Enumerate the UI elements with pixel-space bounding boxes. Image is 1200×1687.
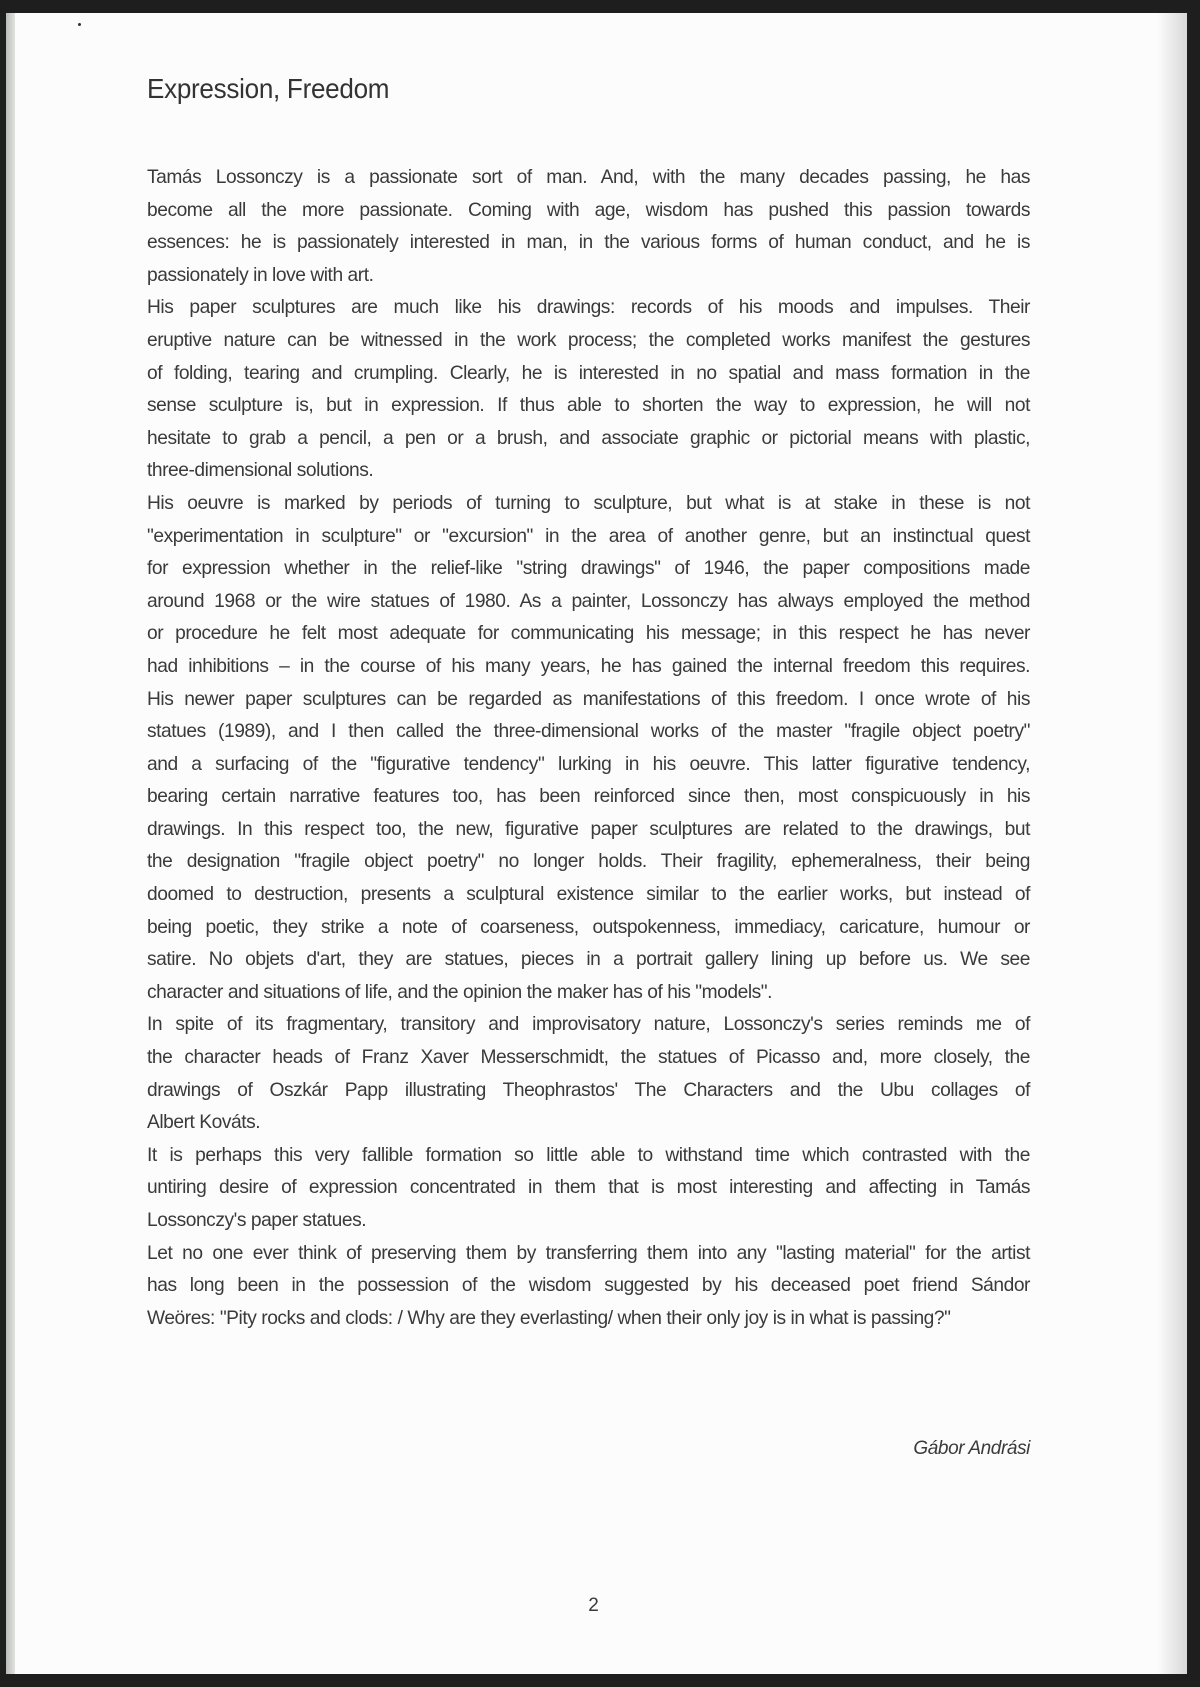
text-line: the designation "fragile object poetry" no longer holds. Their fragility, ephemeralness, their being (147, 851, 1030, 873)
text-line: drawings of Oszkár Papp illustrating Theophrastos' The Characters and the Ubu collages of (147, 1079, 1030, 1101)
text-line: Lossonczy's paper statues. (147, 1210, 367, 1231)
text-line: hesitate to grab a pencil, a pen or a brush, and associate graphic or pictorial means with plastic, (147, 427, 1030, 449)
text-line: It is perhaps this very fallible formation so little able to withstand time which contrasted with the (147, 1144, 1030, 1166)
text-line: become all the more passionate. Coming with age, wisdom has pushed this passion towards (147, 199, 1030, 221)
dust-speck (78, 23, 81, 26)
text-line: three-dimensional solutions. (147, 460, 374, 482)
text-line: passionately in love with art. (147, 264, 374, 286)
text-line: Let no one ever think of preserving them by transferring them into any "lasting material" for the artist (147, 1242, 1030, 1264)
text-line: essences: he is passionately interested in man, in the various forms of human conduct, and he is (147, 232, 1030, 254)
text-line: has long been in the possession of the wisdom suggested by his deceased poet friend Sándor (147, 1275, 1030, 1297)
text-line: His newer paper sculptures can be regarded as manifestations of this freedom. I once wrote of his (147, 688, 1030, 710)
paragraph (147, 488, 1030, 1010)
page-title: Expression, Freedom (147, 73, 390, 104)
text-line: being poetic, they strike a note of coarseness, outspokenness, immediacy, caricature, humour or (147, 916, 1030, 938)
text-line: drawings. In this respect too, the new, figurative paper sculptures are related to the drawings, but (147, 818, 1030, 840)
text-line: satire. No objets d'art, they are statues, pieces in a portrait gallery lining up before us. We see (147, 949, 1030, 971)
paragraph (147, 1140, 1030, 1238)
text-line: Albert Kováts. (147, 1112, 261, 1134)
article-body (147, 162, 1030, 1335)
text-line: eruptive nature can be witnessed in the work process; the completed works manifest the gestures (147, 329, 1030, 351)
text-line: His oeuvre is marked by periods of turning to sculpture, but what is at stake in these is not (147, 492, 1030, 514)
text-line: Weöres: "Pity rocks and clods: / Why are they everlasting/ when their only joy is in what is passing?" (147, 1307, 951, 1329)
text-line: In spite of its fragmentary, transitory and improvisatory nature, Lossonczy's series reminds me of (147, 1014, 1030, 1036)
document-page (6, 13, 1187, 1674)
text-line: and a surfacing of the "figurative tendency" lurking in his oeuvre. This latter figurative tendency, (147, 753, 1030, 775)
page-number: 2 (588, 1595, 599, 1616)
text-line: or procedure he felt most adequate for communicating his message; in this respect he has never (147, 623, 1030, 645)
text-line: character and situations of life, and the opinion the maker has of his "models". (147, 981, 773, 1003)
paragraph (147, 292, 1030, 488)
text-line: sense sculpture is, but in expression. If thus able to shorten the way to expression, he will not (147, 395, 1030, 417)
paragraph (147, 162, 1030, 292)
text-line: doomed to destruction, presents a sculptural existence similar to the earlier works, but instead of (147, 884, 1030, 906)
author-signature: Gábor Andrási (913, 1438, 1030, 1459)
paragraph (147, 1238, 1030, 1336)
text-line: untiring desire of expression concentrated in them that is most interesting and affecting in Tamás (147, 1177, 1030, 1199)
text-line: had inhibitions – in the course of his many years, he has gained the internal freedom this requires. (147, 655, 1030, 677)
text-line: the character heads of Franz Xaver Messerschmidt, the statues of Picasso and, more closely, the (147, 1047, 1030, 1069)
text-line: "experimentation in sculpture" or "excursion" in the area of another genre, but an instinctual quest (147, 525, 1030, 547)
text-line: around 1968 or the wire statues of 1980. As a painter, Lossonczy has always employed the method (147, 590, 1030, 612)
text-line: His paper sculptures are much like his drawings: records of his moods and impulses. Their (147, 297, 1030, 319)
text-line: for expression whether in the relief-like "string drawings" of 1946, the paper compositions made (147, 558, 1030, 580)
text-line: Tamás Lossonczy is a passionate sort of man. And, with the many decades passing, he has (147, 167, 1030, 188)
paragraph (147, 1009, 1030, 1139)
text-line: statues (1989), and I then called the three-dimensional works of the master "fragile object poetry" (147, 721, 1030, 743)
text-line: of folding, tearing and crumpling. Clearly, he is interested in no spatial and mass formation in the (147, 362, 1030, 384)
text-line: bearing certain narrative features too, has been reinforced since then, most conspicuously in his (147, 786, 1030, 808)
